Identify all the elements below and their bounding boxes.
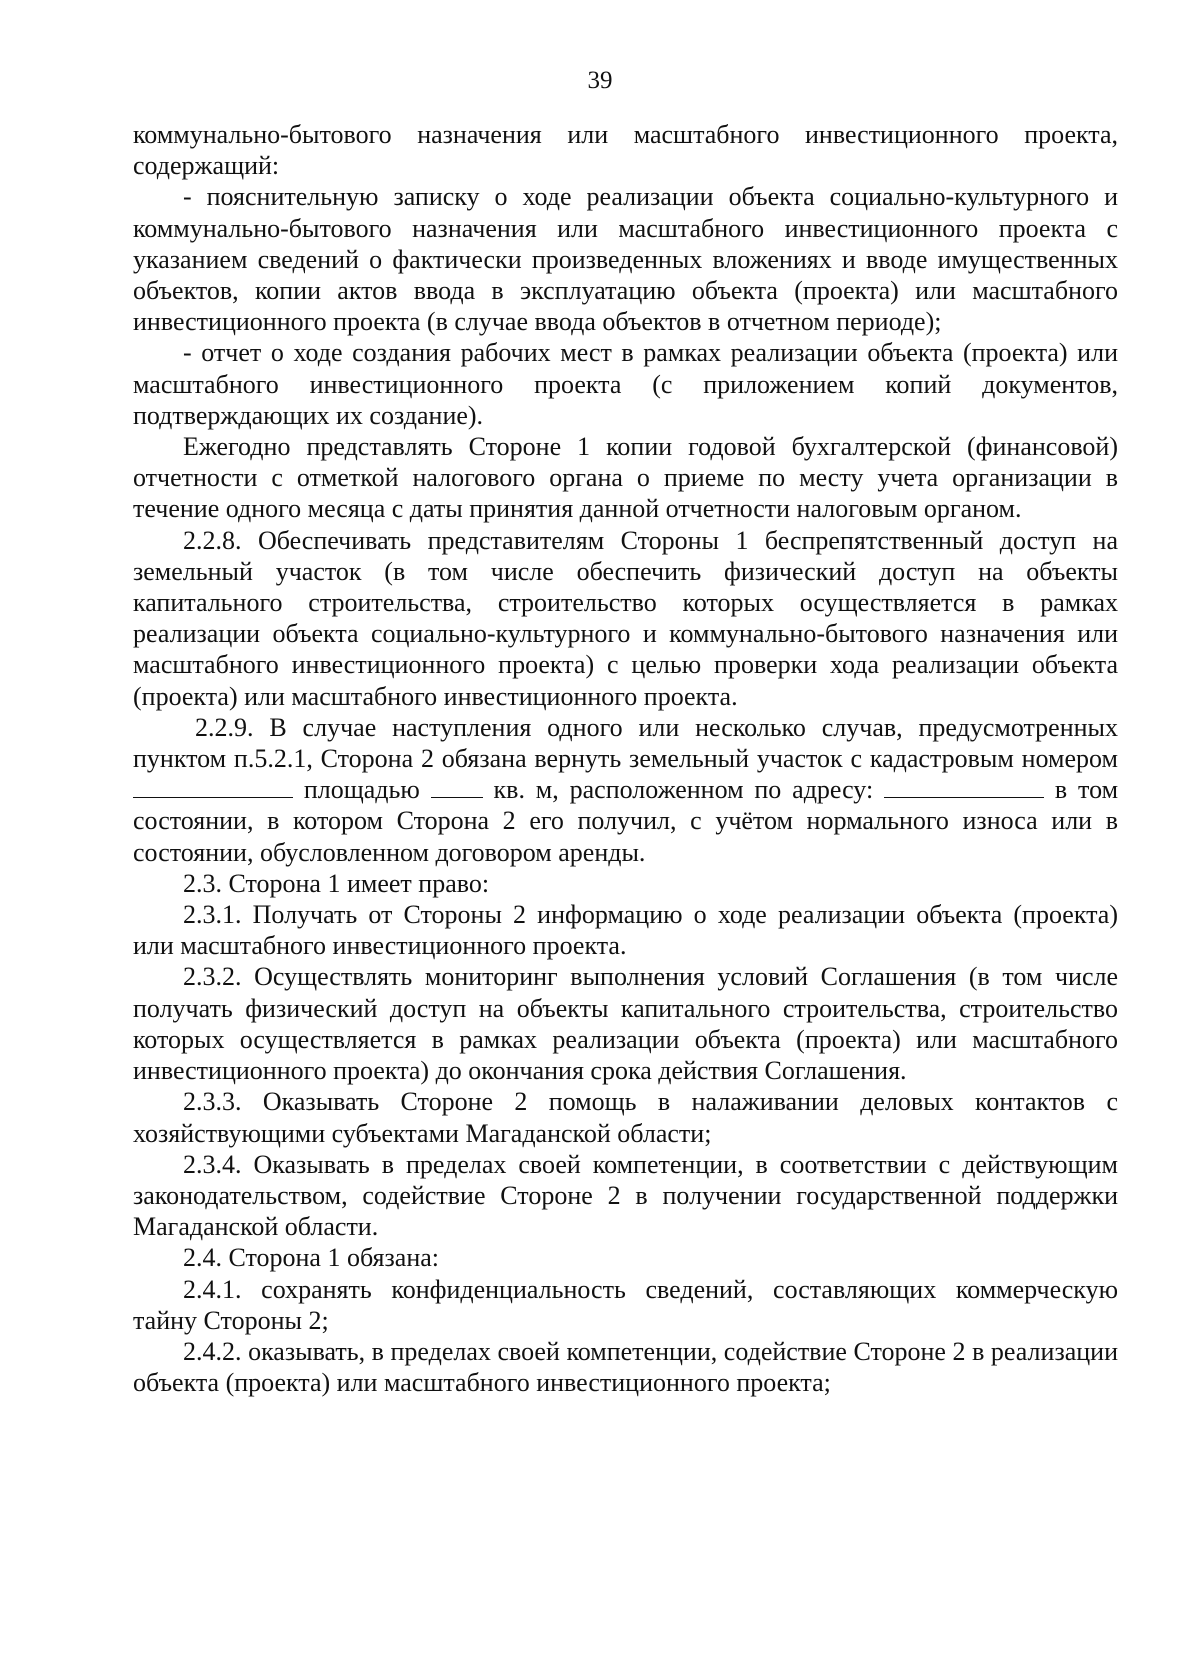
address-blank bbox=[884, 777, 1044, 798]
document-body bbox=[133, 119, 1118, 1398]
paragraph: 2.4.2. оказывать, в пределах своей компетенции, содействие Стороне 2 в реализации объекта (проекта) или масштабного инвестиционного проекта; bbox=[133, 1336, 1118, 1398]
paragraph: Ежегодно представлять Стороне 1 копии годовой бухгалтерской (финансовой) отчетности с отметкой налогового органа о приеме по месту учета организации в течение одного месяца с даты принятия данной отчетности налоговым органом. bbox=[133, 432, 1118, 524]
paragraph: 2.2.8. Обеспечивать представителям Стороны 1 беспрепятственный доступ на земельный участок (в том числе обеспечить физический доступ на объекты капитального строительства, строительство которых осуществляется в рамках реализации объекта социально-культурного и коммунально-бытового назначения или масштабного инвестиционного проекта) с целью проверки хода реализации объекта (проекта) или масштабного инвестиционного проекта. bbox=[133, 525, 1118, 711]
paragraph: 2.3.4. Оказывать в пределах своей компетенции, в соответствии с действующим законодательством, содействие Стороне 2 в получении государственной поддержки Магаданской области. bbox=[133, 1149, 1118, 1242]
paragraph: 2.3.2. Осуществлять мониторинг выполнения условий Соглашения (в том числе получать физический доступ на объекты капитального строительства, строительство которых осуществляется в рамках реализации объекта (проекта) или масштабного инвестиционного проекта) до окончания срока действия Соглашения. bbox=[133, 962, 1118, 1086]
area-blank bbox=[431, 777, 483, 798]
paragraph: - отчет о ходе создания рабочих мест в рамках реализации объекта (проекта) или масштабного инвестиционного проекта (с приложением копий документов, подтверждающих их создание). bbox=[133, 338, 1118, 430]
paragraph: 2.3.1. Получать от Стороны 2 информацию о ходе реализации объекта (проекта) или масштабного инвестиционного проекта. bbox=[133, 900, 1118, 961]
paragraph: 2.3. Сторона 1 имеет право: bbox=[183, 868, 490, 898]
paragraph: 2.4.1. сохранять конфиденциальность сведений, составляющих коммерческую тайну Стороны 2; bbox=[133, 1274, 1118, 1335]
page-number: 39 bbox=[587, 67, 613, 94]
paragraph-text: площадью bbox=[303, 775, 420, 805]
paragraph-text: в том состоянии, в котором Сторона 2 его получил, с учётом нормального износа или в состоянии, обусловленном договором аренды. bbox=[133, 775, 1119, 867]
cadastral-number-blank bbox=[133, 777, 293, 798]
paragraph: - пояснительную записку о ходе реализации объекта социально-культурного и коммунально-бытового назначения или масштабного инвестиционного проекта с указанием сведений о фактически произведенных вложениях и вводе имущественных объектов, копии актов ввода в эксплуатацию объекта (проекта) или масштабного инвестиционного проекта (в случае ввода объектов в отчетном периоде); bbox=[133, 182, 1118, 337]
paragraph-with-blanks bbox=[133, 712, 1118, 868]
paragraph: 2.4. Сторона 1 обязана: bbox=[183, 1243, 440, 1273]
paragraph: 2.3.3. Оказывать Стороне 2 помощь в налаживании деловых контактов с хозяйствующими субъектами Магаданской области; bbox=[133, 1087, 1118, 1148]
paragraph-text: 2.2.9. В случае наступления одного или несколько случав, предусмотренных пунктом п.5.2.1, Сторона 2 обязана вернуть земельный участок с кадастровым номером bbox=[133, 712, 1118, 774]
paragraph-text: кв. м, расположенном по адресу: bbox=[493, 775, 874, 805]
paragraph: коммунально-бытового назначения или масштабного инвестиционного проекта, содержащий: bbox=[133, 120, 1118, 181]
